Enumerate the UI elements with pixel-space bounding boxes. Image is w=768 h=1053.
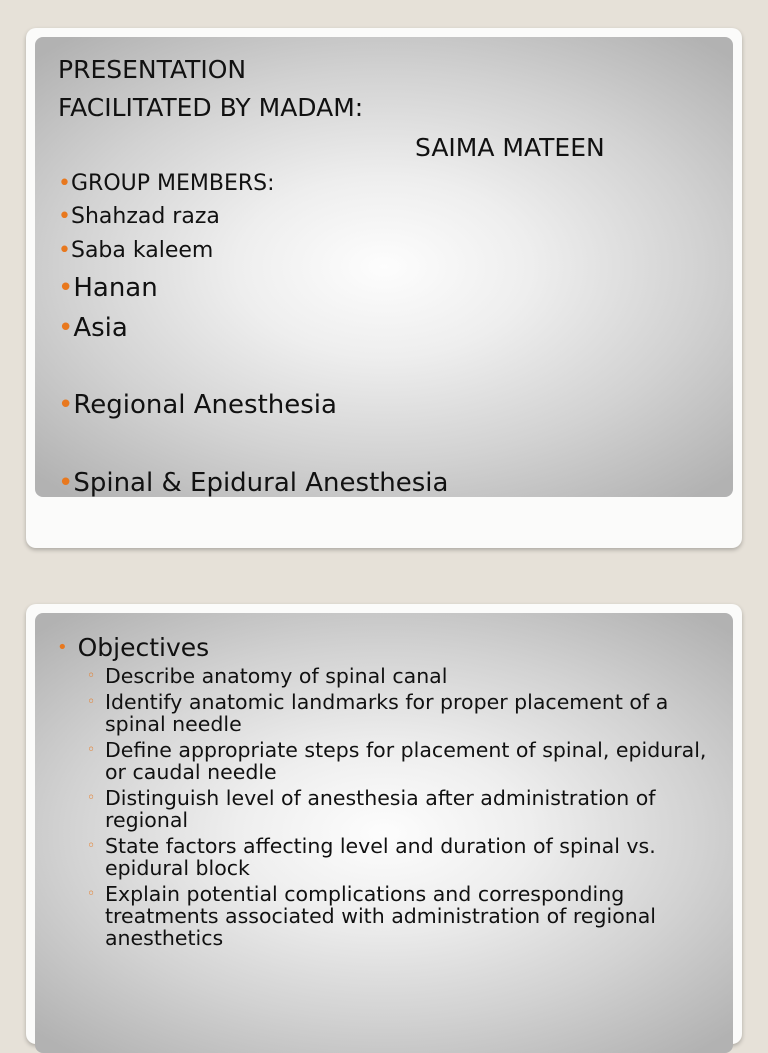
member-item bbox=[58, 273, 158, 303]
objective-item bbox=[87, 786, 725, 832]
facilitator-name: SAIMA MATEEN bbox=[415, 133, 605, 162]
member-name: Saba kaleem bbox=[70, 238, 214, 263]
sub-bullet-icon: ◦ bbox=[87, 838, 96, 854]
bullet-icon: • bbox=[57, 637, 68, 658]
member-name: Shahzad raza bbox=[70, 204, 220, 229]
objectives-heading bbox=[57, 633, 209, 662]
objective-item bbox=[87, 882, 725, 950]
objective-text: Identify anatomic landmarks for proper placement of a spinal needle bbox=[105, 690, 669, 736]
bullet-icon: • bbox=[58, 273, 74, 303]
objective-text: Describe anatomy of spinal canal bbox=[105, 664, 448, 688]
slide-2-frame bbox=[26, 604, 742, 1044]
member-item bbox=[58, 204, 220, 229]
member-item bbox=[58, 238, 213, 263]
sub-bullet-icon: ◦ bbox=[87, 886, 96, 902]
topic-item bbox=[58, 390, 337, 420]
bullet-icon: • bbox=[58, 204, 71, 229]
objective-text: Define appropriate steps for placement of spinal, epidural, or caudal needle bbox=[105, 738, 707, 784]
bullet-icon: • bbox=[58, 390, 74, 420]
members-heading-text: GROUP MEMBERS: bbox=[70, 171, 275, 196]
bullet-icon: • bbox=[58, 171, 71, 196]
sub-bullet-icon: ◦ bbox=[87, 790, 96, 806]
topic-item bbox=[58, 468, 448, 497]
objective-item bbox=[87, 834, 725, 880]
bullet-icon: • bbox=[58, 468, 74, 497]
member-item bbox=[58, 313, 128, 343]
bullet-icon: • bbox=[58, 238, 71, 263]
objective-text: Distinguish level of anesthesia after administration of regional bbox=[105, 786, 656, 832]
slide-1-frame bbox=[26, 28, 742, 548]
topic-text: Regional Anesthesia bbox=[73, 390, 337, 420]
slide-2 bbox=[35, 613, 733, 1053]
topic-text: Spinal & Epidural Anesthesia bbox=[73, 468, 449, 497]
member-name: Hanan bbox=[73, 273, 158, 303]
slide-1 bbox=[35, 37, 733, 497]
objectives-list bbox=[87, 664, 725, 953]
objectives-heading-text: Objectives bbox=[77, 633, 210, 662]
objective-item bbox=[87, 738, 725, 784]
sub-bullet-icon: ◦ bbox=[87, 742, 96, 758]
bullet-icon: • bbox=[58, 313, 74, 343]
objective-text: Explain potential complications and corresponding treatments associated with administration of regional anesthetics bbox=[105, 882, 657, 950]
title-line-1: PRESENTATION bbox=[58, 55, 247, 84]
member-name: Asia bbox=[73, 313, 128, 343]
objective-item bbox=[87, 690, 725, 736]
objective-item bbox=[87, 664, 725, 688]
sub-bullet-icon: ◦ bbox=[87, 694, 96, 710]
sub-bullet-icon: ◦ bbox=[87, 668, 96, 684]
objective-text: State factors affecting level and duration of spinal vs. epidural block bbox=[105, 834, 656, 880]
title-line-2: FACILITATED BY MADAM: bbox=[58, 93, 364, 122]
members-heading bbox=[58, 171, 275, 196]
